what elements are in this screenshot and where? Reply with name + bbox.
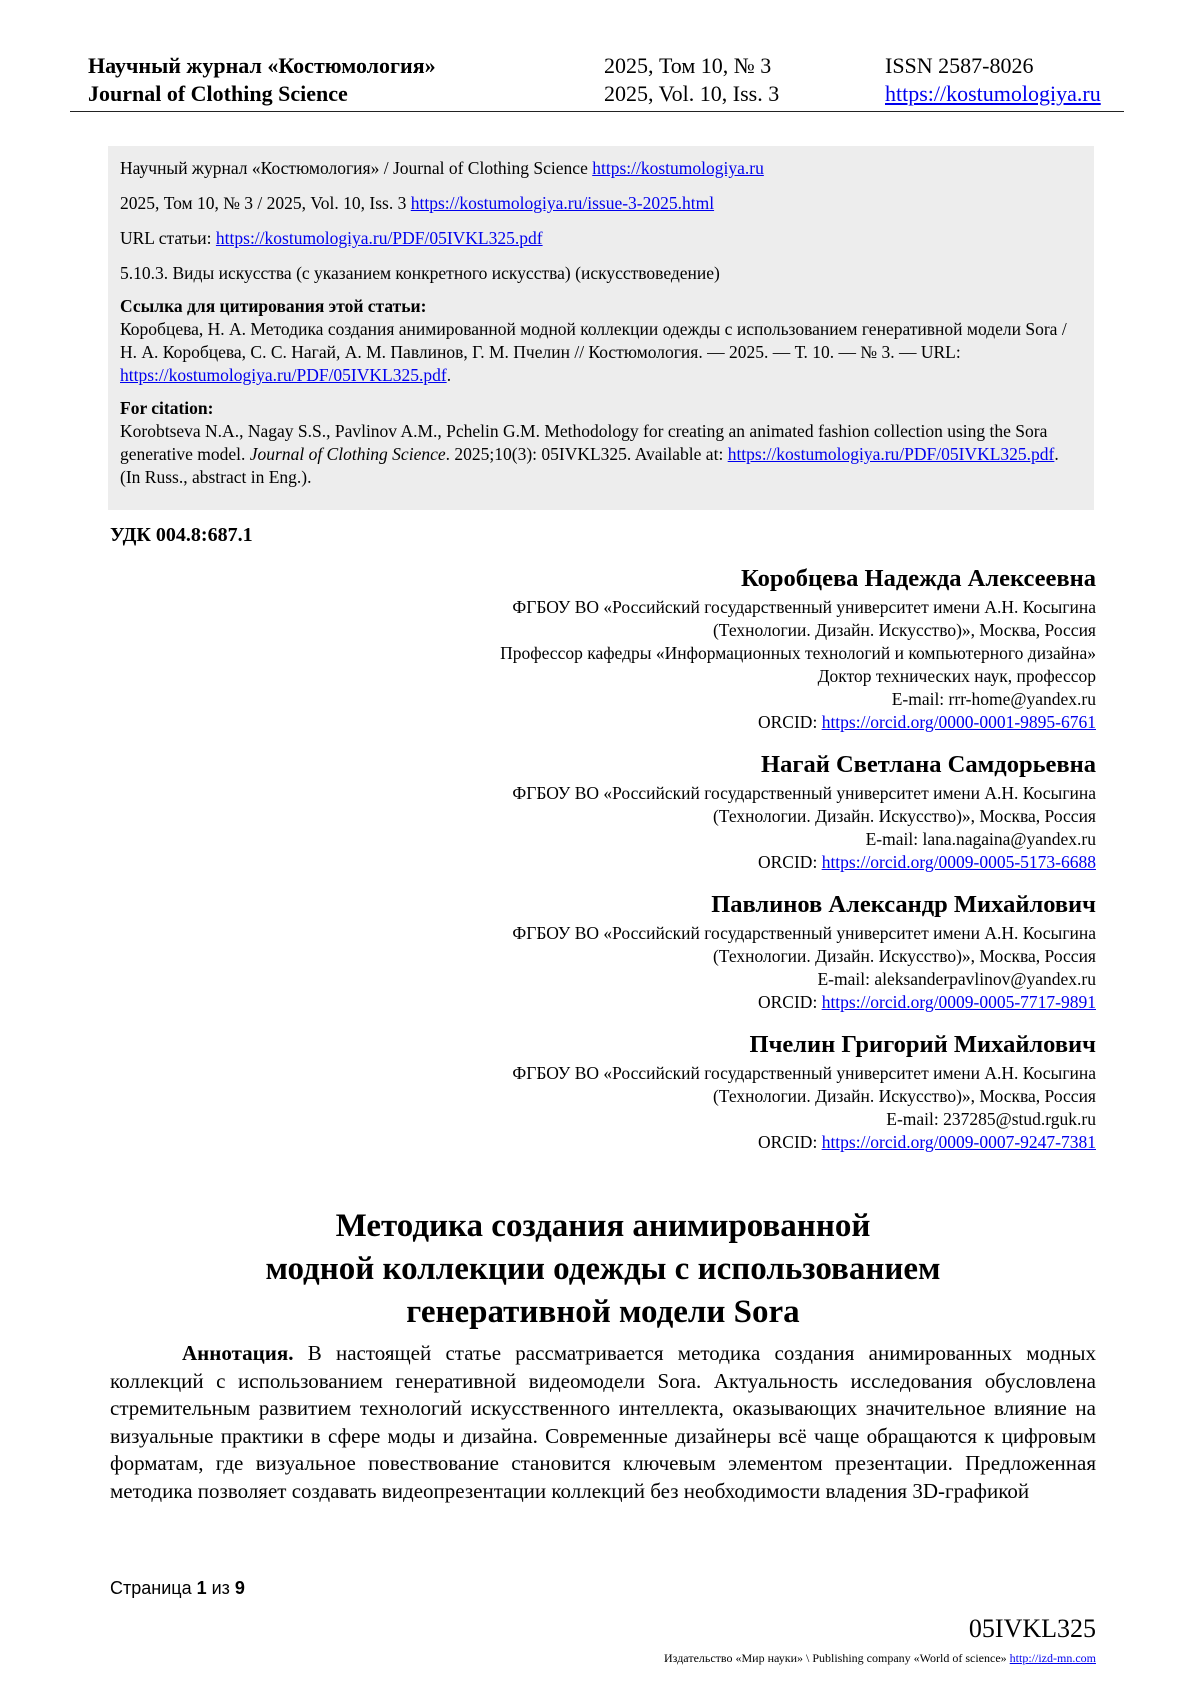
- header-issn-site: [885, 52, 1101, 108]
- author-affiliation: ФГБОУ ВО «Российский государственный университет имени А.Н. Косыгина: [512, 923, 1096, 943]
- publisher-text: Издательство «Мир науки» \ Publishing company «World of science»: [664, 1651, 1010, 1665]
- author-position: Профессор кафедры «Информационных технологий и компьютерного дизайна»: [500, 643, 1096, 663]
- author-affiliation: ФГБОУ ВО «Российский государственный университет имени А.Н. Косыгина: [512, 783, 1096, 803]
- info-journal-line: [120, 157, 1083, 180]
- page-prefix: Страница: [110, 1578, 197, 1598]
- orcid-label: ORCID:: [758, 992, 822, 1012]
- author-affiliation-2: (Технологии. Дизайн. Искусство)», Москва, Россия: [712, 620, 1096, 640]
- author-orcid: [300, 991, 1096, 1014]
- citation-en-link[interactable]: https://kostumologiya.ru/PDF/05IVKL325.pdf: [727, 444, 1055, 464]
- orcid-link[interactable]: https://orcid.org/0009-0007-9247-7381: [821, 1132, 1096, 1152]
- author-email: E-mail: aleksanderpavlinov@yandex.ru: [817, 969, 1096, 989]
- abstract-text: В настоящей статье рассматривается методика создания анимированных модных коллекций с использованием генеративной видеомодели Sora. Актуальность исследования обусловлена стремительным развитием технологий искусственного интеллекта, оказывающих значительное влияние на визуальные практики в сфере моды и дизайна. Современные дизайнеры всё чаще обращаются к цифровым форматам, где визуальное повествование становится ключевым элементом презентации. Предложенная методика позволяет создавать видеопрезентации коллекций без необходимости владения 3D-графикой: [110, 1341, 1096, 1503]
- header-issn: ISSN 2587-8026: [885, 53, 1034, 78]
- journal-header: [88, 52, 1120, 110]
- author-name: Коробцева Надежда Алексеевна: [741, 565, 1096, 592]
- info-journal-text: Научный журнал «Костюмология» / Journal of Clothing Science: [120, 158, 593, 178]
- info-url-label: URL статьи:: [120, 228, 216, 248]
- header-issue-ru: 2025, Том 10, № 3: [604, 53, 772, 78]
- page-number: [110, 1578, 245, 1599]
- info-issue-text: 2025, Том 10, № 3 / 2025, Vol. 10, Iss. 3: [120, 193, 411, 213]
- header-site-link[interactable]: https://kostumologiya.ru: [885, 81, 1101, 106]
- info-article-link[interactable]: https://kostumologiya.ru/PDF/05IVKL325.pdf: [215, 228, 543, 248]
- author: [300, 562, 1096, 734]
- author-orcid: [300, 851, 1096, 874]
- author-email: E-mail: rrr-home@yandex.ru: [891, 689, 1096, 709]
- orcid-link[interactable]: https://orcid.org/0009-0005-5173-6688: [821, 852, 1096, 872]
- header-journal-ru: Научный журнал «Костюмология»: [88, 53, 436, 78]
- info-journal-link[interactable]: https://kostumologiya.ru: [592, 158, 764, 178]
- author-email: E-mail: lana.nagaina@yandex.ru: [865, 829, 1096, 849]
- citation-ru-text: Коробцева, Н. А. Методика создания анимированной модной коллекции одежды с использованием генеративной модели Sora / Н. А. Коробцева, С. С. Нагай, А. М. Павлинов, Г. М. Пчелин // Костюмология. — 2025. — Т. 10. — № 3. — URL:: [120, 319, 1067, 362]
- author: [300, 1028, 1096, 1154]
- page-current: 1: [196, 1578, 207, 1598]
- author-affiliation-2: (Технологии. Дизайн. Искусство)», Москва, Россия: [712, 806, 1096, 826]
- header-divider: [70, 111, 1124, 112]
- citation-en-end: . (In Russ., abstract in Eng.).: [120, 444, 1059, 487]
- publisher-link[interactable]: http://izd-mn.com: [1009, 1651, 1096, 1665]
- citation-en-journal: Journal of Clothing Science: [249, 444, 446, 464]
- title-line: модной коллекции одежды с использованием: [265, 1251, 941, 1287]
- author-email: E-mail: 237285@stud.rguk.ru: [886, 1109, 1096, 1129]
- author-name: Павлинов Александр Михайлович: [711, 891, 1096, 918]
- article-title: [110, 1205, 1096, 1334]
- udk-code: УДК 004.8:687.1: [110, 524, 253, 546]
- orcid-label: ORCID:: [758, 1132, 822, 1152]
- author-affiliation-2: (Технологии. Дизайн. Искусство)», Москва, Россия: [712, 946, 1096, 966]
- author: [300, 748, 1096, 874]
- citation-ru: [120, 295, 1083, 387]
- info-specialty-line: 5.10.3. Виды искусства (с указанием конкретного искусства) (искусствоведение): [120, 263, 720, 283]
- abstract-label: Аннотация.: [182, 1341, 294, 1365]
- header-issue: [604, 52, 779, 108]
- author-affiliation: ФГБОУ ВО «Российский государственный университет имени А.Н. Косыгина: [512, 1063, 1096, 1083]
- author: [300, 888, 1096, 1014]
- header-journal-en: Journal of Clothing Science: [88, 81, 348, 106]
- citation-en-label: For citation:: [120, 398, 214, 418]
- info-issue-link[interactable]: https://kostumologiya.ru/issue-3-2025.html: [410, 193, 715, 213]
- header-journal-names: [88, 52, 436, 108]
- author-name: Пчелин Григорий Михайлович: [749, 1031, 1096, 1058]
- author-orcid: [300, 1131, 1096, 1154]
- citation-en-text-2: . 2025;10(3): 05IVKL325. Available at:: [445, 444, 728, 464]
- orcid-link[interactable]: https://orcid.org/0000-0001-9895-6761: [821, 712, 1096, 732]
- abstract: [110, 1340, 1096, 1505]
- page-total: 9: [234, 1578, 245, 1598]
- orcid-label: ORCID:: [758, 852, 822, 872]
- citation-ru-end: .: [446, 365, 452, 385]
- article-code: 05IVKL325: [968, 1614, 1096, 1643]
- citation-en: [120, 397, 1083, 489]
- author-name: Нагай Светлана Самдорьевна: [761, 751, 1096, 778]
- info-url-line: [120, 227, 1083, 250]
- citation-ru-label: Ссылка для цитирования этой статьи:: [120, 296, 427, 316]
- citation-en-text: Korobtseva N.A., Nagay S.S., Pavlinov A.M., Pchelin G.M. Methodology for creating an animated fashion collection using the Sora generative model.: [120, 421, 1048, 464]
- orcid-link[interactable]: https://orcid.org/0009-0005-7717-9891: [821, 992, 1096, 1012]
- header-issue-en: 2025, Vol. 10, Iss. 3: [604, 81, 780, 106]
- author-affiliation: ФГБОУ ВО «Российский государственный университет имени А.Н. Косыгина: [512, 597, 1096, 617]
- citation-ru-link[interactable]: https://kostumologiya.ru/PDF/05IVKL325.pdf: [120, 365, 447, 385]
- authors-block: [300, 562, 1096, 1168]
- orcid-label: ORCID:: [758, 712, 822, 732]
- author-affiliation-2: (Технологии. Дизайн. Искусство)», Москва, Россия: [712, 1086, 1096, 1106]
- author-degree: Доктор технических наук, профессор: [817, 666, 1096, 686]
- title-line: генеративной модели Sora: [406, 1294, 800, 1330]
- publisher-line: [664, 1651, 1096, 1666]
- author-orcid: [300, 711, 1096, 734]
- article-info-box: [108, 146, 1094, 510]
- info-issue-line: [120, 192, 1083, 215]
- title-line: Методика создания анимированной: [335, 1208, 871, 1244]
- page-mid: из: [206, 1578, 235, 1598]
